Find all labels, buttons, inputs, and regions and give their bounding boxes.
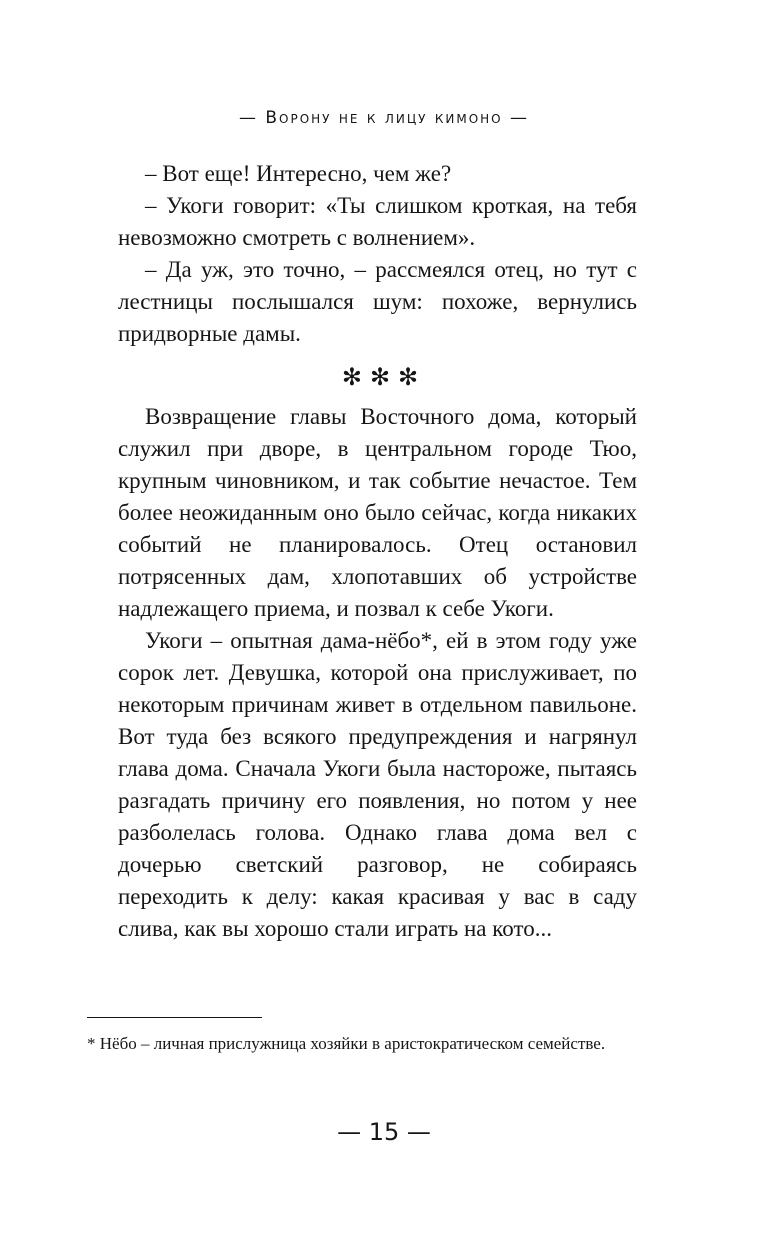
- running-title: — Ворону не к лицу кимоно —: [238, 108, 530, 128]
- paragraph: – Вот еще! Интересно, чем же?: [145, 161, 452, 186]
- footnote: * Нёбо – личная прислужница хозяйки в аристократическом семействе.: [87, 1034, 606, 1053]
- paragraph: – Да уж, это точно, – рассмеялся отец, но тут с лестницы послышался шум: похоже, вернулись придворные дамы.: [118, 257, 637, 346]
- paragraph: Возвращение главы Восточного дома, который служил при дворе, в центральном городе Тюо, крупным чиновником, и так событие нечастое. Тем более неожиданным оно было сейчас, когда никаких событий не планировалось. Отец остановил потрясенных дам, хлопотавших об устройстве надлежащего приема, и позвал к себе Укоги.: [118, 404, 637, 621]
- footnote-divider: [87, 1017, 262, 1018]
- text-section-2: [118, 401, 637, 945]
- section-separator-ornament: ✻✻✻: [341, 363, 427, 391]
- paragraph: – Укоги говорит: «Ты слишком кроткая, на тебя невозможно смотреть с волнением».: [118, 193, 637, 250]
- text-section-1: [118, 158, 637, 350]
- paragraph: Укоги – опытная дама-нёбо*, ей в этом году уже сорок лет. Девушка, которой она прислуживает, по некоторым причинам живет в отдельном павильоне. Вот туда без всякого предупреждения и нагрянул глава дома. Сначала Укоги была настороже, пытаясь разгадать причину его появления, но потом у нее разболелась голова. Однако глава дома вел с дочерью светский разговор, не собираясь переходить к делу: какая красивая у вас в саду слива, как вы хорошо стали играть на кото...: [118, 628, 637, 941]
- page-number: — 15 —: [337, 1118, 431, 1146]
